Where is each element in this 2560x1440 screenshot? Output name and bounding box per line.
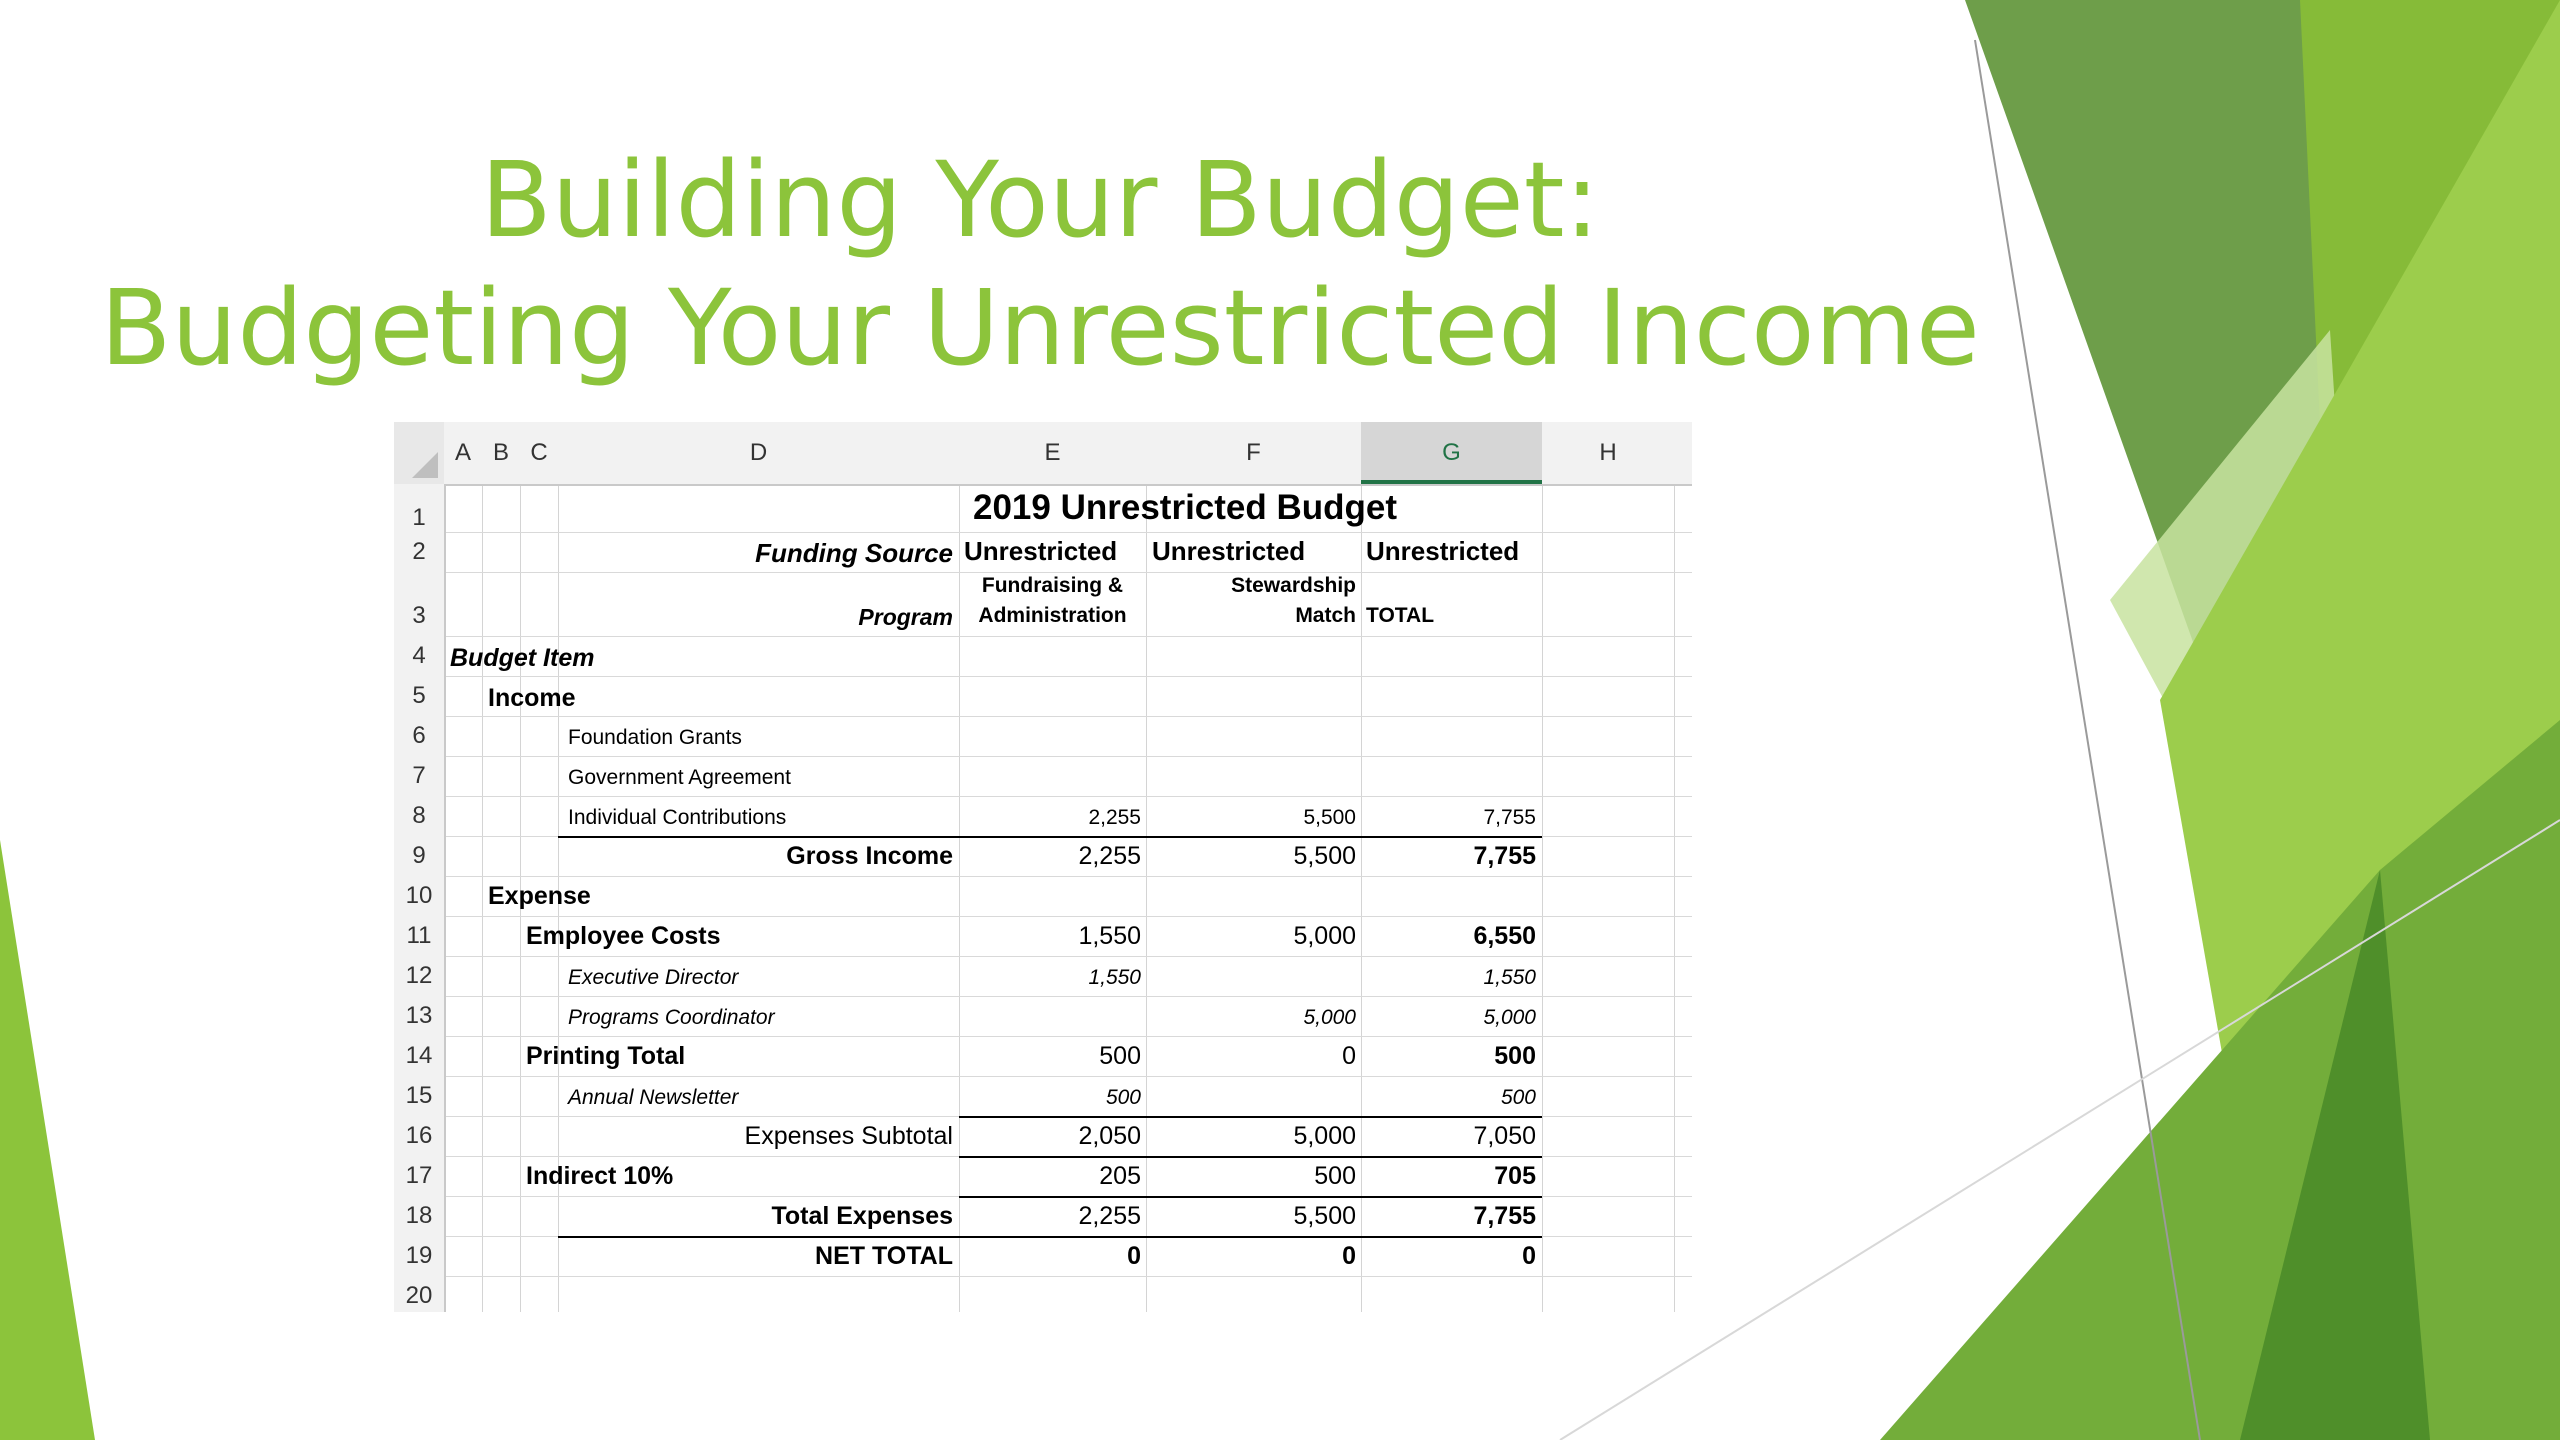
funding-f[interactable]: Unrestricted [1152,536,1306,566]
total-expenses-g[interactable]: 7,755 [1473,1202,1536,1230]
employee-costs-e[interactable]: 1,550 [1078,922,1141,950]
row-number[interactable]: 10 [405,882,433,909]
column-header-g[interactable]: G [1361,422,1542,484]
net-total-g[interactable]: 0 [1522,1242,1536,1270]
gridline [482,422,483,1312]
printing-total-g[interactable]: 500 [1494,1042,1536,1070]
expenses-subtotal-e[interactable]: 2,050 [1078,1122,1141,1150]
gross-income-e[interactable]: 2,255 [1078,842,1141,870]
printing-total-f[interactable]: 0 [1342,1042,1356,1070]
spreadsheet-screenshot [394,422,1692,1312]
column-header-e[interactable]: E [1044,439,1061,466]
indirect-f[interactable]: 500 [1314,1162,1356,1190]
total-expenses-e[interactable]: 2,255 [1078,1202,1141,1230]
annual-newsletter-g[interactable]: 500 [1500,1086,1536,1109]
indirect-label[interactable]: Indirect 10% [526,1162,674,1190]
row-number[interactable]: 17 [405,1162,433,1189]
gridline [394,716,1692,717]
program-label[interactable]: Program [858,604,953,630]
total-expenses-f[interactable]: 5,500 [1293,1202,1356,1230]
row-number[interactable]: 18 [405,1202,433,1229]
gridline [394,1036,1692,1037]
gridline [394,676,1692,677]
individual-contributions-label[interactable]: Individual Contributions [568,806,787,829]
slide-title-line1: Building Your Budget: [480,139,1600,261]
expenses-subtotal-label[interactable]: Expenses Subtotal [744,1122,953,1150]
row-number[interactable]: 15 [405,1082,433,1109]
employee-costs-g[interactable]: 6,550 [1473,922,1536,950]
funding-source-label[interactable]: Funding Source [755,538,953,568]
annual-newsletter-e[interactable]: 500 [1105,1086,1141,1109]
row-number[interactable]: 3 [412,602,426,629]
expenses-subtotal-g[interactable]: 7,050 [1473,1122,1536,1150]
column-header-a[interactable]: A [454,439,471,466]
program-f-line1[interactable]: Stewardship [1231,574,1356,597]
gridline [394,876,1692,877]
executive-director-label[interactable]: Executive Director [568,966,739,989]
net-total-e[interactable]: 0 [1127,1242,1141,1270]
row-number[interactable]: 2 [412,538,426,565]
gross-income-f[interactable]: 5,500 [1293,842,1356,870]
programs-coordinator-g[interactable]: 5,000 [1483,1006,1536,1029]
printing-total-e[interactable]: 500 [1099,1042,1141,1070]
row-number[interactable]: 11 [406,922,432,949]
foundation-grants-label[interactable]: Foundation Grants [568,726,742,749]
column-header-f[interactable]: F [1246,439,1261,466]
indirect-e[interactable]: 205 [1099,1162,1141,1190]
sheet-title[interactable]: 2019 Unrestricted Budget [973,488,1398,527]
individual-contributions-e[interactable]: 2,255 [1088,806,1141,829]
row-header-bar [394,484,446,1312]
gridline [394,572,1692,573]
gridline [394,636,1692,637]
employee-costs-label[interactable]: Employee Costs [526,922,721,950]
net-total-label[interactable]: NET TOTAL [815,1242,953,1270]
gridline [394,796,1692,797]
underline-border [558,1236,1542,1238]
budget-item-label[interactable]: Budget Item [450,644,595,672]
left-green-sliver [0,840,95,1440]
column-header-h[interactable]: H [1599,439,1617,466]
underline-border [959,1156,1542,1158]
expenses-subtotal-f[interactable]: 5,000 [1293,1122,1356,1150]
gridline [520,422,521,1312]
row-number[interactable]: 7 [412,762,426,789]
gridline [394,1076,1692,1077]
gridline [394,956,1692,957]
program-g[interactable]: TOTAL [1366,604,1435,627]
row-number[interactable]: 8 [412,802,426,829]
row-number[interactable]: 4 [412,642,426,669]
executive-director-g[interactable]: 1,550 [1483,966,1536,989]
income-label[interactable]: Income [488,684,576,712]
gridline [394,532,1692,533]
program-e-line1[interactable]: Fundraising & [981,574,1124,597]
underline-border [959,1116,1542,1118]
program-f-line2[interactable]: Match [1295,604,1356,627]
underline-border [959,1196,1542,1198]
column-header-b[interactable]: B [492,439,509,466]
column-header-d[interactable]: D [749,439,768,466]
gridline [394,756,1692,757]
total-expenses-label[interactable]: Total Expenses [771,1202,953,1230]
row-number[interactable]: 9 [412,842,426,869]
row-number[interactable]: 6 [412,722,426,749]
funding-e[interactable]: Unrestricted [964,536,1118,566]
gross-income-g[interactable]: 7,755 [1473,842,1536,870]
gridline [1674,422,1675,1312]
row-number[interactable]: 20 [405,1282,433,1309]
slide-title-line2: Budgeting Your Unrestricted Income [100,267,1980,389]
gross-income-label[interactable]: Gross Income [786,842,953,870]
column-header-c[interactable]: C [530,439,548,466]
programs-coordinator-f[interactable]: 5,000 [1303,1006,1356,1029]
indirect-g[interactable]: 705 [1494,1162,1536,1190]
row-number[interactable]: 19 [405,1242,433,1269]
program-e-line2[interactable]: Administration [978,604,1127,627]
row-number[interactable]: 14 [405,1042,433,1069]
row-number[interactable]: 12 [405,962,433,989]
gridline [394,916,1692,917]
gridline [394,996,1692,997]
select-all-corner[interactable] [394,422,444,484]
row-number[interactable]: 5 [412,682,426,709]
individual-contributions-g[interactable]: 7,755 [1483,806,1536,829]
funding-g[interactable]: Unrestricted [1366,536,1520,566]
programs-coordinator-label[interactable]: Programs Coordinator [568,1006,775,1029]
printing-total-label[interactable]: Printing Total [526,1042,686,1070]
row-number[interactable]: 13 [405,1002,433,1029]
gridline [394,1276,1692,1277]
executive-director-e[interactable]: 1,550 [1088,966,1141,989]
row-number[interactable]: 1 [412,504,426,531]
annual-newsletter-label[interactable]: Annual Newsletter [568,1086,739,1109]
government-agreement-label[interactable]: Government Agreement [568,766,791,789]
underline-border [558,836,1542,838]
individual-contributions-f[interactable]: 5,500 [1303,806,1356,829]
expense-label[interactable]: Expense [488,882,591,910]
employee-costs-f[interactable]: 5,000 [1293,922,1356,950]
gridline [1542,422,1543,1312]
net-total-f[interactable]: 0 [1342,1242,1356,1270]
column-header-bar [394,422,1692,486]
row-number[interactable]: 16 [405,1122,433,1149]
